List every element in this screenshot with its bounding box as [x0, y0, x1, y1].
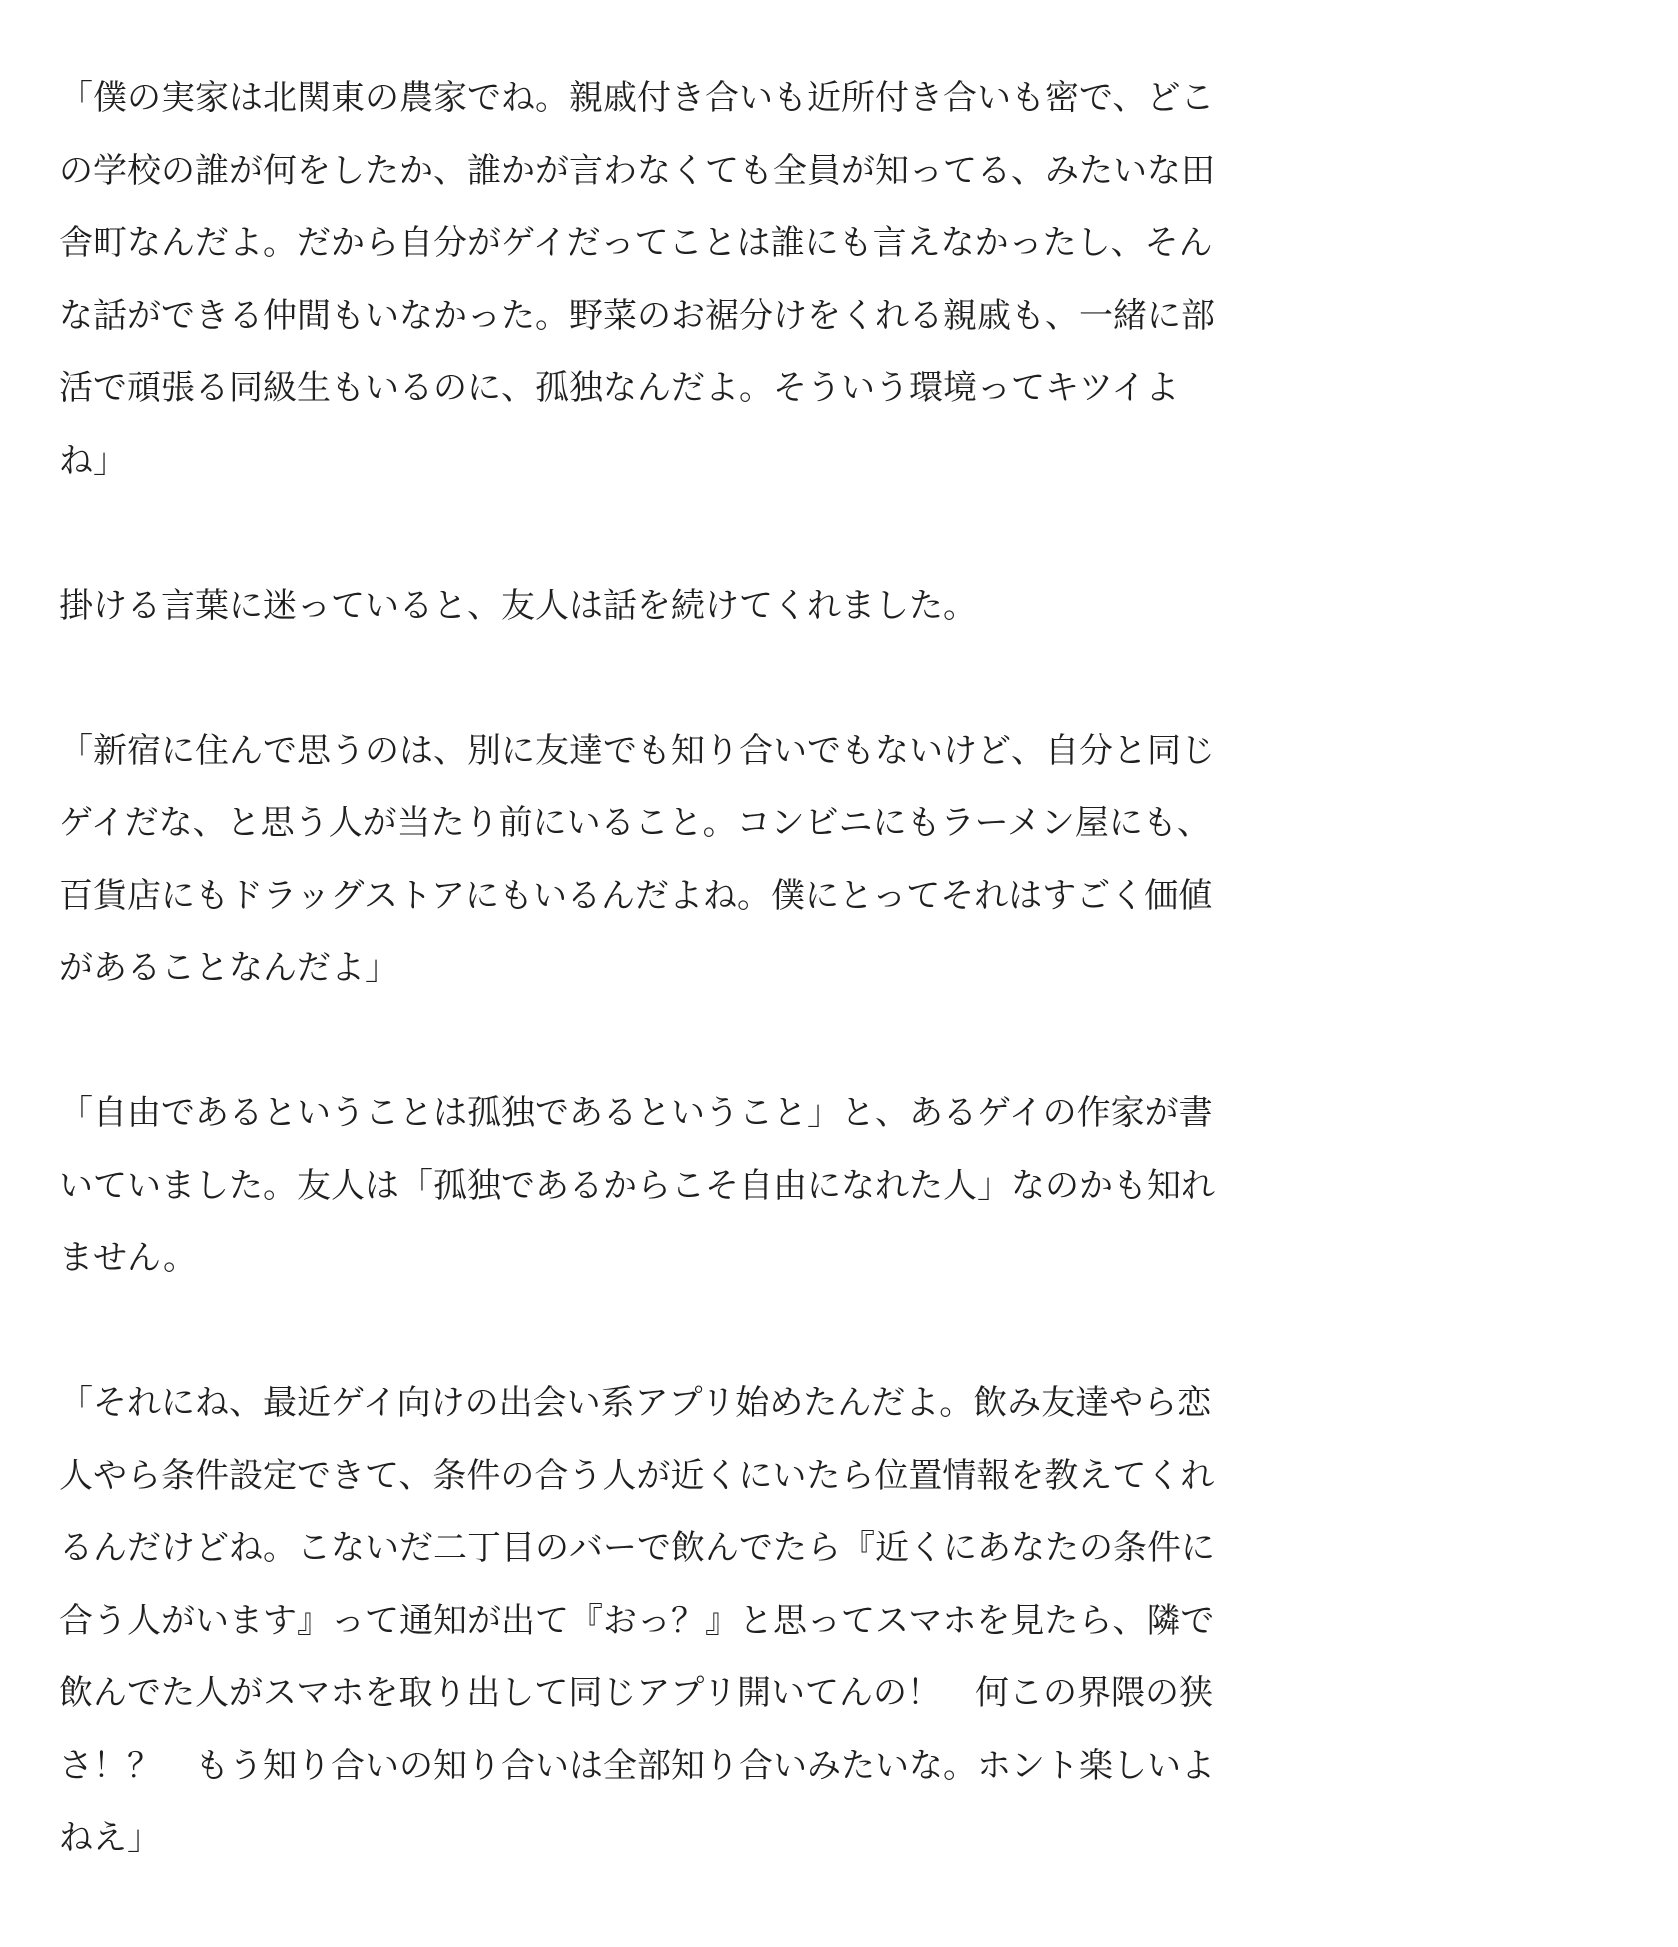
paragraph-shinjuku-story — [59, 715, 1299, 1005]
text-line: 人やら条件設定できて、条件の合う人が近くにいたら位置情報を教えてくれ — [59, 1455, 1215, 1496]
text-line: 百貨店にもドラッグストアにもいるんだよね。僕にとってそれはすごく価値 — [59, 875, 1213, 916]
text-line: ねえ」 — [59, 1818, 161, 1858]
text-line: 「新宿に住んで思うのは、別に友達でも知り合いでもないけど、自分と同じ — [59, 730, 1215, 771]
text-line: の学校の誰が何をしたか、誰かが言わなくても全員が知ってる、みたいな田 — [59, 150, 1215, 191]
paragraph-narration — [59, 570, 1299, 643]
text-line: 掛ける言葉に迷っていると、友人は話を続けてくれました。 — [59, 585, 977, 626]
text-line: ゲイだな、と思う人が当たり前にいること。コンビニにもラーメン屋にも、 — [59, 803, 1211, 843]
text-line: 「それにね、最近ゲイ向けの出会い系アプリ始めたんだよ。飲み友達やら恋 — [59, 1383, 1212, 1423]
text-line: があることなんだよ」 — [59, 948, 399, 988]
text-line: 合う人がいます』って通知が出て『おっ？』と思ってスマホを見たら、隣で — [59, 1600, 1215, 1641]
paragraph-freedom-quote — [59, 1077, 1299, 1295]
text-line: ません。 — [59, 1238, 198, 1278]
text-line: な話ができる仲間もいなかった。野菜のお裾分けをくれる親戚も、一緒に部 — [59, 295, 1215, 336]
text-line: さ！？ もう知り合いの知り合いは全部知り合いみたいな。ホント楽しいよ — [59, 1745, 1215, 1786]
text-line: 「僕の実家は北関東の農家でね。親戚付き合いも近所付き合いも密で、どこ — [59, 78, 1215, 118]
text-line: いていました。友人は「孤独であるからこそ自由になれた人」なのかも知れ — [59, 1165, 1215, 1206]
paragraph-app-story — [59, 1367, 1299, 1875]
paragraph-hometown-story — [59, 62, 1299, 497]
text-line: ね」 — [59, 440, 127, 481]
text-line: 「自由であるということは孤独であるということ」と、あるゲイの作家が書 — [59, 1093, 1213, 1133]
text-line: 舎町なんだよ。だから自分がゲイだってことは誰にも言えなかったし、そん — [59, 223, 1213, 263]
article-body — [59, 62, 1299, 1947]
text-line: 活で頑張る同級生もいるのに、孤独なんだよ。そういう環境ってキツイよ — [59, 368, 1180, 408]
text-line: るんだけどね。こないだ二丁目のバーで飲んでたら『近くにあなたの条件に — [59, 1528, 1215, 1568]
text-line: 飲んでた人がスマホを取り出して同じアプリ開いてんの！ 何この界隈の狭 — [59, 1673, 1213, 1713]
